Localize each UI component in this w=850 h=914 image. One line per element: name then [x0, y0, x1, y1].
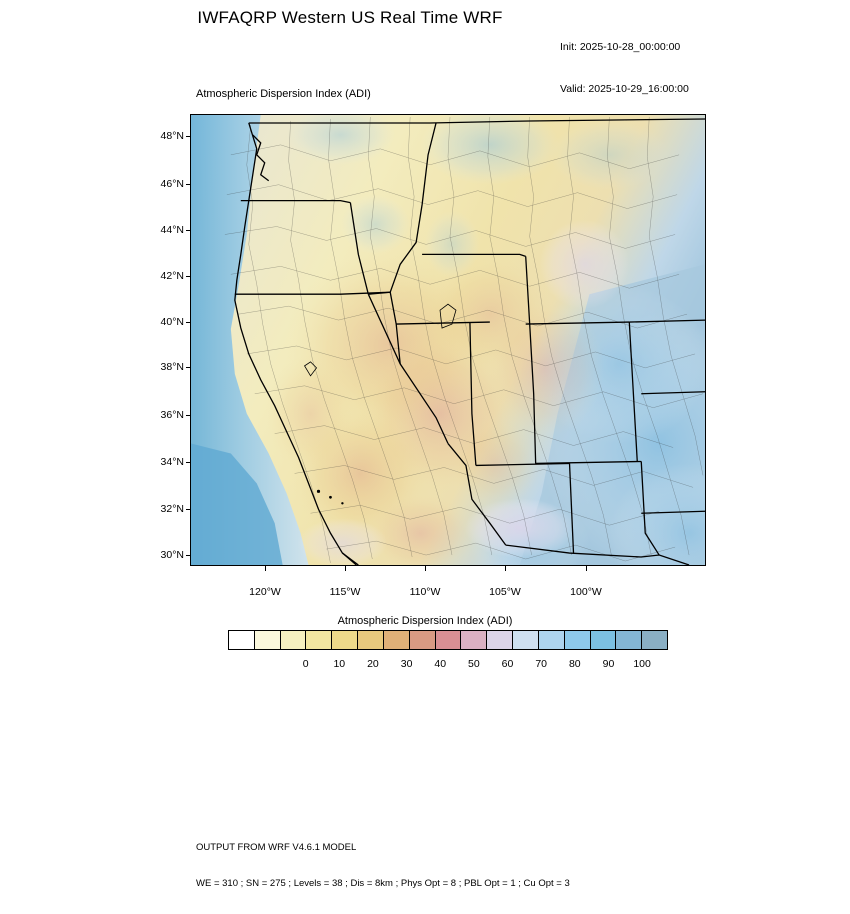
- lon-label-115: 115°W: [329, 586, 361, 598]
- lat-tick-34: [186, 462, 191, 463]
- lon-label-100: 100°W: [570, 586, 602, 598]
- lon-tick-105: [505, 566, 506, 571]
- colorbar-tick-labels: [228, 658, 668, 672]
- colorbar-label-100: 100: [633, 658, 651, 670]
- lat-tick-40: [186, 322, 191, 323]
- colorbar-swatch-12: [539, 631, 565, 649]
- lat-tick-42: [186, 276, 191, 277]
- lon-label-105: 105°W: [489, 586, 521, 598]
- colorbar-swatch-16: [642, 631, 667, 649]
- lat-label-32: 32°N: [160, 503, 184, 515]
- lat-tick-36: [186, 415, 191, 416]
- lat-tick-48: [186, 136, 191, 137]
- page-title: IWFAQRP Western US Real Time WRF: [197, 8, 503, 27]
- lat-label-46: 46°N: [160, 178, 184, 190]
- lat-label-48: 48°N: [160, 130, 184, 142]
- colorbar-swatch-14: [591, 631, 617, 649]
- plot-title: Atmospheric Dispersion Index (ADI): [196, 88, 371, 100]
- lon-tick-110: [425, 566, 426, 571]
- lon-label-120: 120°W: [249, 586, 281, 598]
- lon-tick-120: [265, 566, 266, 571]
- colorbar-swatch-2: [281, 631, 307, 649]
- colorbar-swatch-1: [255, 631, 281, 649]
- map-field-image: [191, 115, 705, 565]
- colorbar-label-70: 70: [535, 658, 548, 670]
- lat-label-34: 34°N: [160, 456, 184, 468]
- colorbar-swatch-13: [565, 631, 591, 649]
- colorbar-label-80: 80: [568, 658, 581, 670]
- colorbar-label-60: 60: [501, 658, 514, 670]
- lat-tick-46: [186, 184, 191, 185]
- colorbar: [228, 630, 668, 650]
- colorbar-swatch-4: [332, 631, 358, 649]
- lon-label-110: 110°W: [409, 586, 441, 598]
- lat-tick-38: [186, 367, 191, 368]
- colorbar-label-30: 30: [400, 658, 413, 670]
- lon-tick-100: [586, 566, 587, 571]
- colorbar-label-90: 90: [602, 658, 615, 670]
- colorbar-swatch-6: [384, 631, 410, 649]
- colorbar-swatch-15: [616, 631, 642, 649]
- lat-label-40: 40°N: [160, 316, 184, 328]
- colorbar-title: Atmospheric Dispersion Index (ADI): [337, 615, 513, 627]
- init-time-label: Init: 2025-10-28_00:00:00: [560, 41, 681, 53]
- lat-tick-32: [186, 509, 191, 510]
- lat-label-44: 44°N: [160, 224, 184, 236]
- lon-tick-115: [345, 566, 346, 571]
- colorbar-label-10: 10: [333, 658, 346, 670]
- colorbar-swatch-8: [436, 631, 462, 649]
- footer-line-2: WE = 310 ; SN = 275 ; Levels = 38 ; Dis = 8km ; Phys Opt = 8 ; PBL Opt = 1 ; Cu Opt = 3: [196, 878, 570, 889]
- lat-label-36: 36°N: [160, 409, 184, 421]
- colorbar-swatch-5: [358, 631, 384, 649]
- lat-tick-30: [186, 555, 191, 556]
- colorbar-swatch-9: [461, 631, 487, 649]
- colorbar-swatch-0: [229, 631, 255, 649]
- run-info: [560, 12, 689, 124]
- colorbar-swatch-3: [306, 631, 332, 649]
- map-plot-area: [190, 114, 706, 566]
- valid-time-label: Valid: 2025-10-29_16:00:00: [560, 83, 689, 95]
- lat-label-38: 38°N: [160, 361, 184, 373]
- footer-line-1: OUTPUT FROM WRF V4.6.1 MODEL: [196, 842, 357, 853]
- colorbar-label-0: 0: [302, 658, 309, 670]
- colorbar-swatch-7: [410, 631, 436, 649]
- lat-tick-44: [186, 230, 191, 231]
- lat-label-30: 30°N: [160, 549, 184, 561]
- colorbar-swatch-11: [513, 631, 539, 649]
- model-output-footer: [196, 818, 570, 914]
- lat-label-42: 42°N: [160, 270, 184, 282]
- colorbar-label-20: 20: [367, 658, 379, 670]
- colorbar-label-50: 50: [468, 658, 480, 670]
- colorbar-swatch-10: [487, 631, 513, 649]
- colorbar-label-40: 40: [434, 658, 447, 670]
